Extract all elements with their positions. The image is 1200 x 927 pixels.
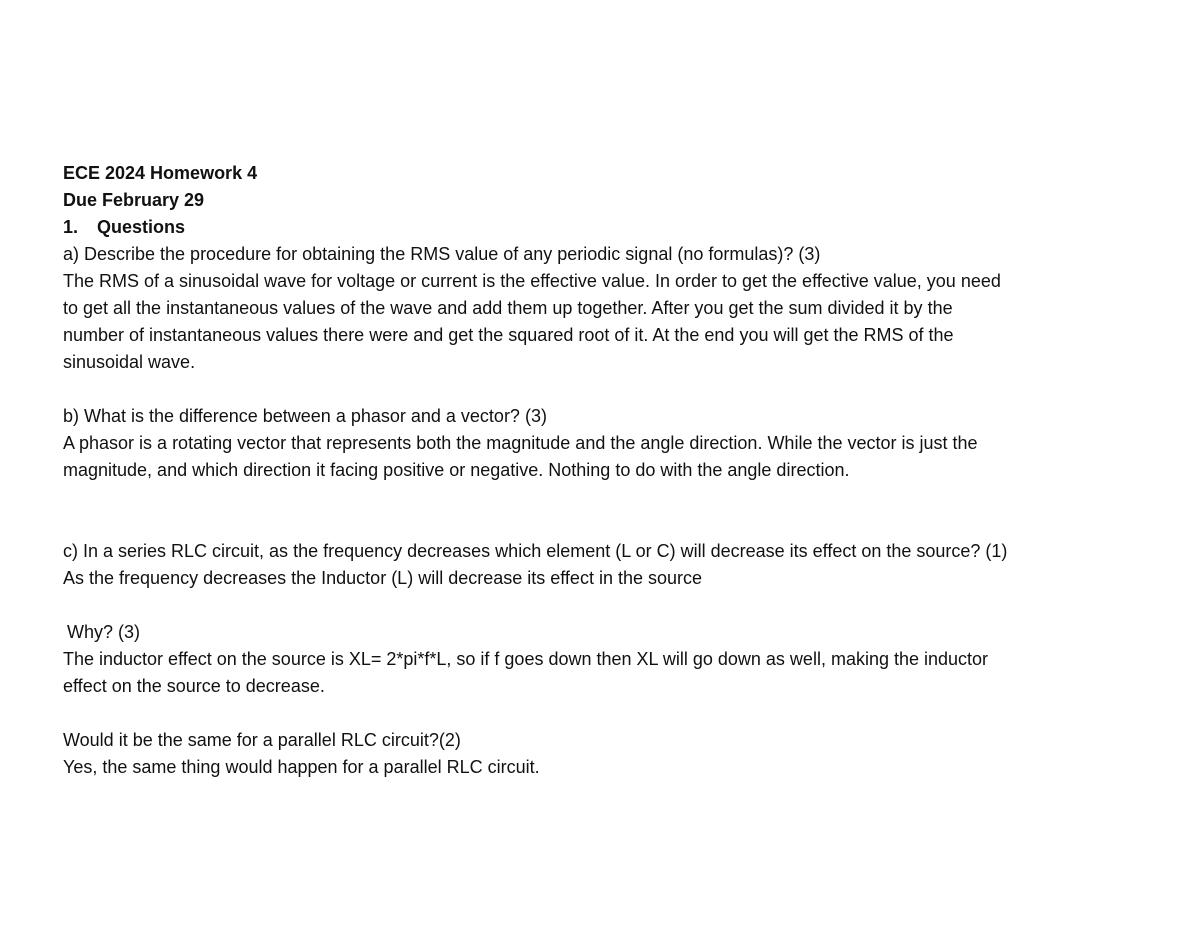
parallel-question: Would it be the same for a parallel RLC circuit?(2)	[63, 730, 461, 750]
question-c: c) In a series RLC circuit, as the frequency decreases which element (L or C) will decrease its effect on the source? (1)	[63, 541, 1008, 561]
spacer	[63, 484, 1143, 538]
question-a: a) Describe the procedure for obtaining the RMS value of any periodic signal (no formulas)? (3)	[63, 244, 821, 264]
document-title: ECE 2024 Homework 4	[63, 163, 258, 183]
section-title: Questions	[97, 217, 186, 237]
answer-a-line: to get all the instantaneous values of the wave and add them up together. After you get the sum divided it by the	[63, 298, 953, 318]
due-date: Due February 29	[63, 190, 205, 210]
answer-c: As the frequency decreases the Inductor (L) will decrease its effect in the source	[63, 568, 702, 588]
spacer	[63, 592, 1143, 619]
why-answer-line: The inductor effect on the source is XL= 2*pi*f*L, so if f goes down then XL will go down as well, making the inductor	[63, 649, 989, 669]
answer-b-line: magnitude, and which direction it facing positive or negative. Nothing to do with the angle direction.	[63, 460, 850, 480]
answer-a-line: sinusoidal wave.	[63, 352, 196, 372]
section-heading	[63, 214, 1143, 241]
answer-a-line: number of instantaneous values there were and get the squared root of it. At the end you will get the RMS of the	[63, 325, 954, 345]
question-b: b) What is the difference between a phasor and a vector? (3)	[63, 406, 547, 426]
why-answer-line: effect on the source to decrease.	[63, 676, 325, 696]
why-question: Why? (3)	[67, 622, 141, 642]
answer-b-line: A phasor is a rotating vector that represents both the magnitude and the angle direction. While the vector is just the	[63, 433, 978, 453]
section-number: 1.	[63, 217, 79, 237]
document-page	[63, 160, 1143, 781]
spacer	[63, 700, 1143, 727]
parallel-answer: Yes, the same thing would happen for a parallel RLC circuit.	[63, 757, 540, 777]
spacer	[63, 376, 1143, 403]
answer-a-line: The RMS of a sinusoidal wave for voltage or current is the effective value. In order to get the effective value, you need	[63, 271, 1001, 291]
